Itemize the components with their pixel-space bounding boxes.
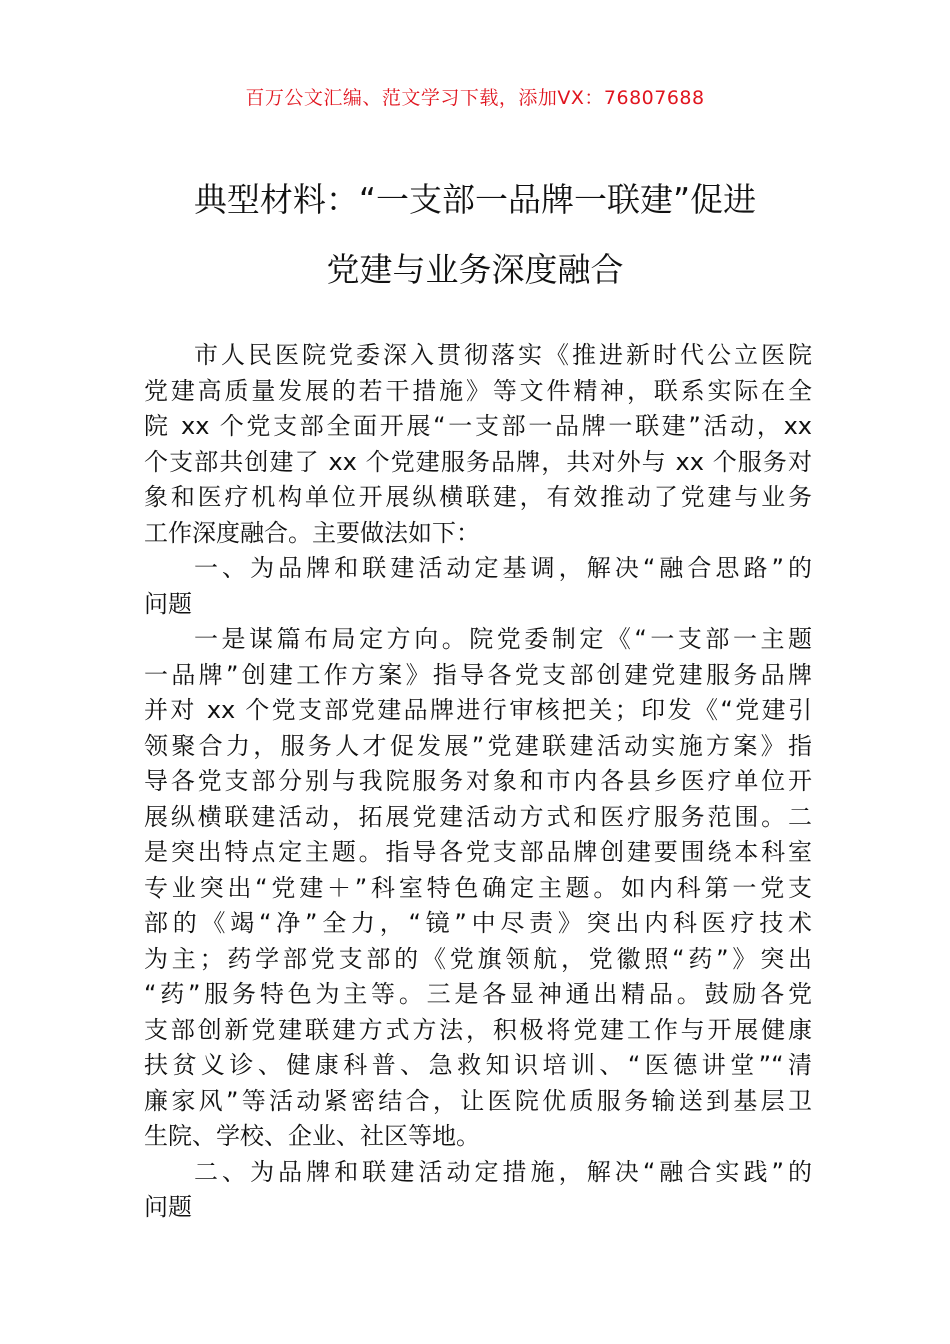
paragraph-line: 支部创新党建联建方式方法，积极将党建工作与开展健康 bbox=[144, 1015, 812, 1044]
paragraph-line: 为主；药学部党支部的《党旗领航，党徽照“药”》突出 bbox=[144, 944, 812, 973]
paragraph-line: “药”服务特色为主等。三是各显神通出精品。鼓励各党 bbox=[144, 980, 812, 1008]
paragraph-line: 展纵横联建活动，拓展党建活动方式和医疗服务范围。二 bbox=[144, 802, 812, 831]
paragraph-line: 廉家风”等活动紧密结合，让医院优质服务输送到基层卫 bbox=[144, 1086, 812, 1115]
paragraph-line: 工作深度融合。主要做法如下： bbox=[144, 518, 480, 547]
paragraph-line: 导各党支部分别与我院服务对象和市内各县乡医疗单位开 bbox=[144, 767, 812, 795]
paragraph-line: 市人民医院党委深入贯彻落实《推进新时代公立医院 bbox=[194, 341, 812, 369]
section-heading: 一、为品牌和联建活动定基调，解决“融合思路”的 bbox=[194, 554, 812, 582]
paragraph-line: 领聚合力，服务人才促发展”党建联建活动实施方案》指 bbox=[144, 731, 812, 760]
title-line-1: 典型材料：“一支部一品牌一联建”促进 bbox=[193, 180, 757, 219]
section-heading: 二、为品牌和联建活动定措施，解决“融合实践”的 bbox=[194, 1157, 812, 1186]
title-line-2: 党建与业务深度融合 bbox=[326, 250, 624, 289]
paragraph-line: 专业突出“党建＋”科室特色确定主题。如内科第一党支 bbox=[144, 873, 812, 902]
section-heading: 问题 bbox=[144, 1193, 192, 1221]
paragraph-line: 个支部共创建了 xx 个党建服务品牌，共对外与 xx 个服务对 bbox=[144, 447, 812, 476]
body-text bbox=[144, 338, 812, 1226]
paragraph-line: 党建高质量发展的若干措施》等文件精神，联系实际在全 bbox=[144, 376, 812, 405]
paragraph-line: 并对 xx 个党支部党建品牌进行审核把关；印发《“党建引 bbox=[144, 696, 812, 724]
paragraph-line: 一品牌”创建工作方案》指导各党支部创建党建服务品牌 bbox=[144, 660, 812, 689]
header-note: 百万公文汇编、范文学习下载，添加VX：76807688 bbox=[245, 87, 705, 109]
section-heading: 问题 bbox=[144, 589, 192, 618]
paragraph-line: 院 xx 个党支部全面开展“一支部一品牌一联建”活动，xx bbox=[144, 412, 812, 440]
paragraph-line: 生院、学校、企业、社区等地。 bbox=[144, 1122, 480, 1150]
paragraph-line: 扶贫义诊、健康科普、急救知识培训、“医德讲堂”“清 bbox=[144, 1051, 812, 1079]
paragraph-line: 象和医疗机构单位开展纵横联建，有效推动了党建与业务 bbox=[144, 483, 812, 511]
paragraph-line: 是突出特点定主题。指导各党支部品牌创建要围绕本科室 bbox=[144, 838, 812, 866]
paragraph-line: 一是谋篇布局定方向。院党委制定《“一支部一主题 bbox=[194, 625, 812, 653]
paragraph-line: 部的《竭“净”全力，“镜”中尽责》突出内科医疗技术 bbox=[144, 909, 812, 937]
